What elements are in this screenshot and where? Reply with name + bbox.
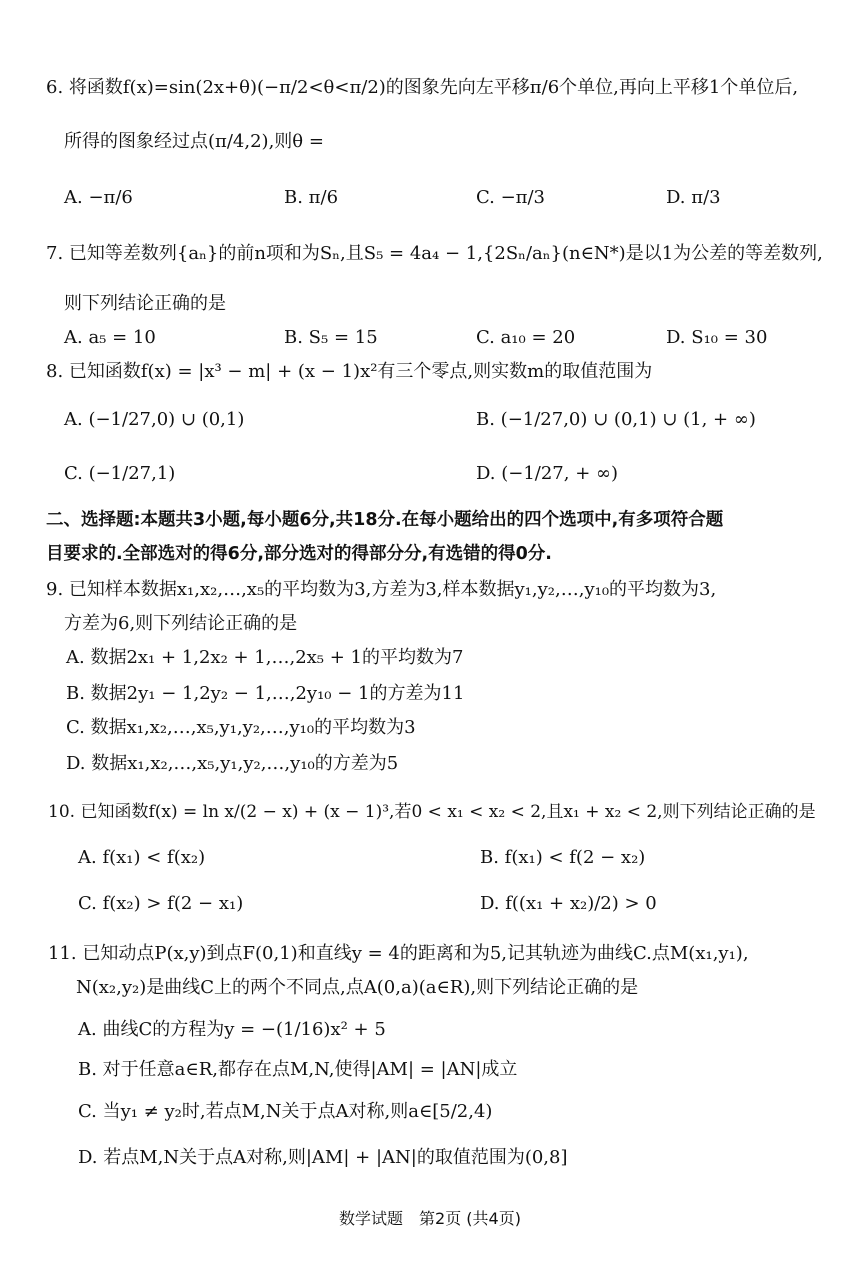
- q10-option-c: C. f(x₂) > f(2 − x₁): [78, 893, 244, 914]
- q6-stem: 6. 将函数f(x)=sin(2x+θ)(−π/2<θ<π/2)的图象先向左平移π/6个单位,再向上平移1个单位后,: [46, 77, 799, 98]
- q11-option-a: A. 曲线C的方程为y = −(1/16)x² + 5: [78, 1019, 386, 1040]
- section2-heading-cont: 目要求的.全部选对的得6分,部分选对的得部分分,有选错的得0分.: [46, 544, 552, 564]
- q9-stem-cont: 方差为6,则下列结论正确的是: [64, 613, 298, 634]
- q8-option-b: B. (−1/27,0) ∪ (0,1) ∪ (1, + ∞): [476, 409, 756, 430]
- q6-option-c: C. −π/3: [476, 187, 546, 208]
- q8-stem: 8. 已知函数f(x) = |x³ − m| + (x − 1)x²有三个零点,则实数m的取值范围为: [46, 361, 653, 382]
- q7-option-b: B. S₅ = 15: [284, 327, 378, 348]
- q7-option-c: C. a₁₀ = 20: [476, 327, 576, 348]
- q9-option-a: A. 数据2x₁ + 1,2x₂ + 1,…,2x₅ + 1的平均数为7: [66, 647, 464, 668]
- q9-option-c: C. 数据x₁,x₂,…,x₅,y₁,y₂,…,y₁₀的平均数为3: [66, 717, 416, 738]
- q7-option-d: D. S₁₀ = 30: [666, 327, 768, 348]
- q6-option-d: D. π/3: [666, 187, 721, 208]
- q8-option-c: C. (−1/27,1): [64, 463, 176, 484]
- q11-stem-cont: N(x₂,y₂)是曲线C上的两个不同点,点A(0,a)(a∈R),则下列结论正确的是: [76, 977, 639, 998]
- q7-option-a: A. a₅ = 10: [64, 327, 156, 348]
- q6-option-b: B. π/6: [284, 187, 339, 208]
- q7-stem: 7. 已知等差数列{aₙ}的前n项和为Sₙ,且S₅ = 4a₄ − 1,{2Sₙ/aₙ}(n∈N*)是以1为公差的等差数列,: [46, 243, 823, 264]
- q10-option-a: A. f(x₁) < f(x₂): [78, 847, 206, 868]
- q10-stem: 10. 已知函数f(x) = ln x/(2 − x) + (x − 1)³,若0 < x₁ < x₂ < 2,且x₁ + x₂ < 2,则下列结论正确的是: [48, 802, 816, 822]
- q11-option-d: D. 若点M,N关于点A对称,则|AM| + |AN|的取值范围为(0,8]: [78, 1147, 568, 1168]
- q9-stem: 9. 已知样本数据x₁,x₂,…,x₅的平均数为3,方差为3,样本数据y₁,y₂,…,y₁₀的平均数为3,: [46, 579, 717, 600]
- q6-stem-cont: 所得的图象经过点(π/4,2),则θ =: [64, 131, 324, 152]
- q11-option-b: B. 对于任意a∈R,都存在点M,N,使得|AM| = |AN|成立: [78, 1059, 518, 1080]
- section2-heading: 二、选择题:本题共3小题,每小题6分,共18分.在每小题给出的四个选项中,有多项符合题: [46, 510, 724, 530]
- page-footer: 数学试题 第2页 (共4页): [339, 1209, 521, 1228]
- q8-option-d: D. (−1/27, + ∞): [476, 463, 619, 484]
- q9-option-d: D. 数据x₁,x₂,…,x₅,y₁,y₂,…,y₁₀的方差为5: [66, 753, 399, 774]
- q8-option-a: A. (−1/27,0) ∪ (0,1): [64, 409, 245, 430]
- q10-option-b: B. f(x₁) < f(2 − x₂): [480, 847, 646, 868]
- q9-option-b: B. 数据2y₁ − 1,2y₂ − 1,…,2y₁₀ − 1的方差为11: [66, 683, 465, 704]
- q6-option-a: A. −π/6: [64, 187, 133, 208]
- q10-option-d: D. f((x₁ + x₂)/2) > 0: [480, 893, 657, 914]
- q11-option-c: C. 当y₁ ≠ y₂时,若点M,N关于点A对称,则a∈[5/2,4): [78, 1101, 493, 1122]
- q7-stem-cont: 则下列结论正确的是: [64, 293, 226, 314]
- q11-stem: 11. 已知动点P(x,y)到点F(0,1)和直线y = 4的距离和为5,记其轨迹为曲线C.点M(x₁,y₁),: [48, 943, 749, 964]
